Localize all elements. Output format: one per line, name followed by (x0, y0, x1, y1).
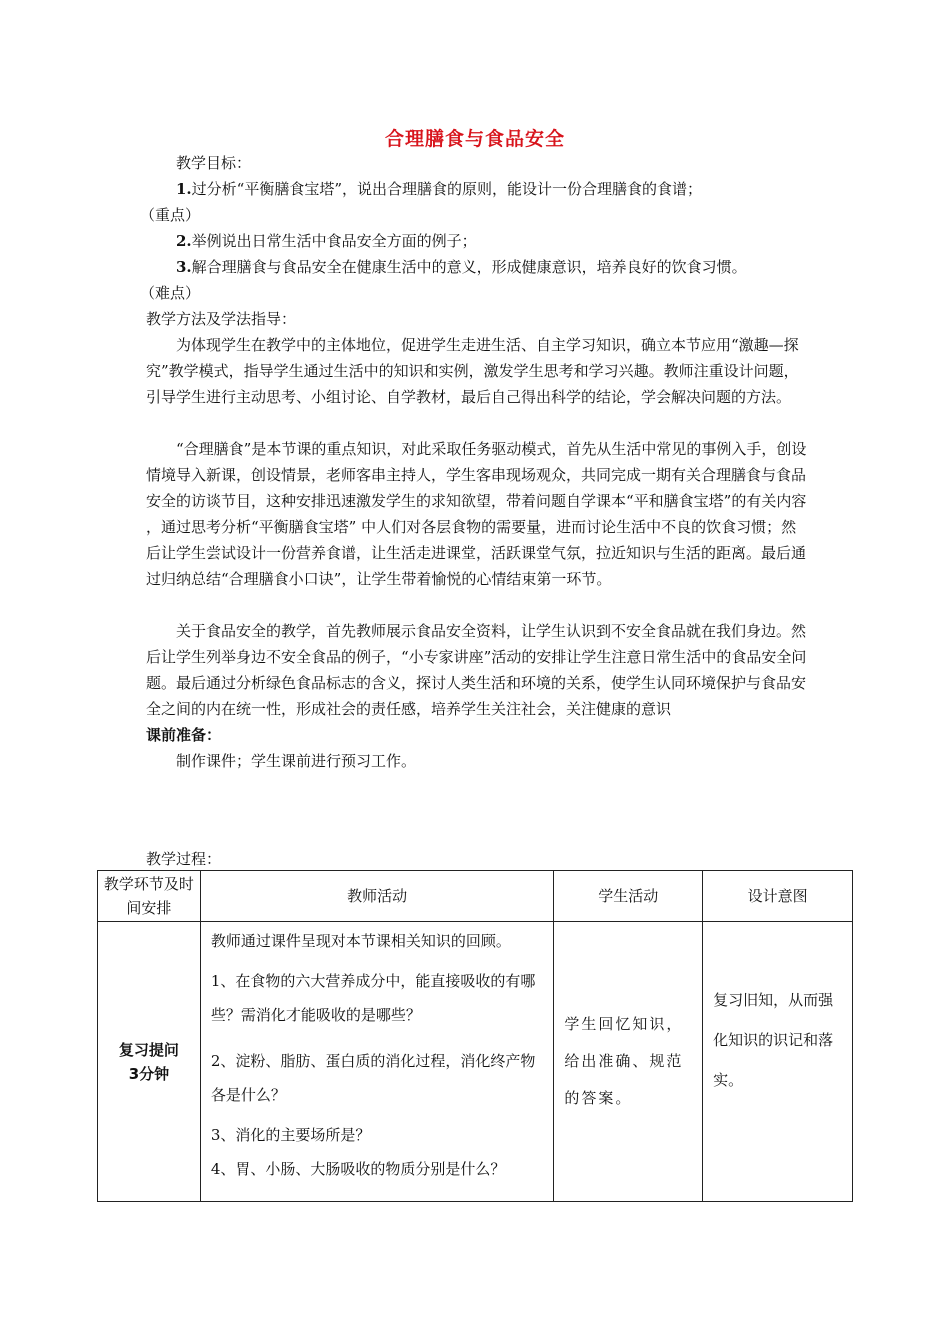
column-header-teacher: 教师活动 (200, 871, 553, 922)
column-header-student: 学生活动 (554, 871, 703, 922)
teacher-activity-line: 教师通过课件呈现对本节课相关知识的回顾。 (210, 932, 511, 950)
methods-paragraph-1: 为体现学生在教学中的主体地位，促进学生走进生活、自主学习知识，确立本节应用“激趣—探究”教学模式，指导学生通过生活中的知识和实例，激发学生思考和学习兴趣。教师注重设计问题，引导学生进行主动思考、小组讨论、自学教材，最后自己得出科学的结论，学会解决问题的方法。 (146, 336, 799, 406)
objective-3-text: 解合理膳食与食品安全在健康生活中的意义，形成健康意识，培养良好的饮食习惯。 (191, 258, 747, 276)
teacher-activity-cell (200, 922, 553, 1202)
preparation-text: 制作课件；学生课前进行预习工作。 (176, 752, 417, 770)
table-header-row (98, 871, 853, 922)
table-row (98, 922, 853, 1202)
objective-2-text: 举例说出日常生活中食品安全方面的例子； (191, 232, 477, 250)
section-cell (98, 922, 201, 1202)
objective-2 (146, 228, 810, 254)
objective-2-number: 2. (176, 232, 192, 250)
methods-heading: 教学方法及学法指导： (146, 310, 297, 328)
process-heading: 教学过程： (146, 850, 222, 868)
document-title: 合理膳食与食品安全 (384, 128, 565, 150)
teacher-activity-question: 4、胃、小肠、大肠吸收的物质分别是什么？ (210, 1160, 506, 1178)
methods-paragraph-3: 关于食品安全的教学，首先教师展示食品安全资料，让学生认识到不安全食品就在我们身边。然后让学生列举身边不安全食品的例子，“小专家讲座”活动的安排让学生注意日常生活中的食品安全问题。最后通过分析绿色食品标志的含义，探讨人类生活和环境的关系，使学生认同环境保护与食品安全之间的内在统一性，形成社会的责任感，培养学生关注社会，关注健康的意识 (146, 622, 807, 718)
objective-1-tag: （重点） (140, 206, 201, 224)
objective-1-text: 过分析“平衡膳食宝塔”，说出合理膳食的原则，能设计一份合理膳食的食谱； (191, 180, 703, 198)
process-table (97, 870, 853, 1202)
objective-1 (146, 176, 826, 202)
objectives-heading: 教学目标： (176, 154, 252, 172)
teacher-activity-question: 1、在食物的六大营养成分中，能直接吸收的有哪些？需消化才能吸收的是哪些？ (210, 972, 536, 1024)
column-header-design: 设计意图 (703, 871, 853, 922)
section-duration: 3分钟 (128, 1064, 170, 1083)
objective-3 (146, 254, 826, 280)
student-activity-cell: 学生回忆知识，给出准确、规范的答案。 (554, 922, 703, 1202)
methods-paragraph-2: “合理膳食”是本节课的重点知识，对此采取任务驱动模式，首先从生活中常见的事例入手，创设情境导入新课，创设情景，老师客串主持人，学生客串现场观众，共同完成一期有关合理膳食与食品安全的访谈节目，这种安排迅速激发学生的求知欲望，带着问题自学课本“平和膳食宝塔”的有关内容 ，通过思考分析“平衡膳食宝塔” 中人们对各层食物的需要量，进而讨论生活中不良的饮食习惯；然后让学生尝试设计一份营养食谱，让生活走进课堂，活跃课堂气氛，拉近知识与生活的距离。最后通过归纳总结“合理膳食小口诀”，让学生带着愉悦的心情结束第一环节。 (146, 440, 807, 588)
objective-3-tag: （难点） (140, 284, 201, 302)
teacher-activity-question: 3、消化的主要场所是？ (210, 1126, 371, 1144)
preparation-heading: 课前准备： (146, 726, 222, 744)
section-name: 复习提问 (118, 1040, 179, 1059)
teacher-activity-question: 2、淀粉、脂肪、蛋白质的消化过程，消化终产物各是什么？ (210, 1052, 536, 1104)
objective-1-number: 1. (176, 180, 192, 198)
column-header-section: 教学环节及时间安排 (98, 871, 201, 922)
objective-3-number: 3. (176, 258, 192, 276)
design-intent-cell: 复习旧知，从而强化知识的识记和落实。 (703, 922, 853, 1202)
